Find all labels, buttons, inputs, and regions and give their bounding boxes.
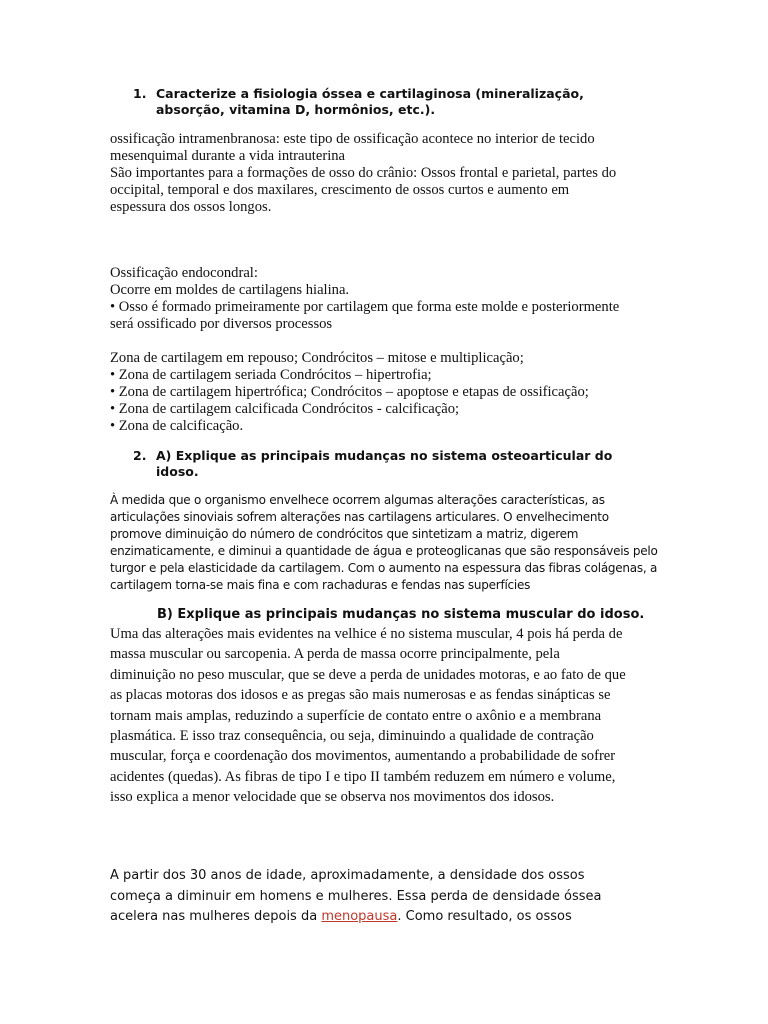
paragraph-intramembranous	[110, 131, 670, 216]
text-line: promove diminuição do número de condrócitos que sintetizam a matriz, digerem	[110, 527, 579, 541]
text-line: Ossificação endocondral:	[110, 265, 258, 281]
text-line: • Zona de calcificação.	[110, 418, 244, 434]
text-span: acelera nas mulheres depois da	[110, 909, 322, 924]
question-1-line-1: Caracterize a fisiologia óssea e cartilaginosa (mineralização,	[156, 86, 584, 101]
text-line: enzimaticamente, e diminui a quantidade de água e proteoglicanas que são responsáveis pelo	[110, 544, 658, 558]
question-2a-line-2: idoso.	[156, 464, 199, 479]
text-line: diminuição no peso muscular, que se deve a perda de unidades motoras, e ao fato de que	[110, 666, 626, 683]
text-line: mesenquimal durante a vida intrauterina	[110, 148, 346, 164]
text-line: Ocorre em moldes de cartilagens hialina.	[110, 282, 350, 298]
paragraph-muscular	[110, 624, 670, 808]
paragraph-bone-density	[110, 866, 670, 928]
question-1-number: 1.	[133, 86, 147, 101]
text-line: A partir dos 30 anos de idade, aproximadamente, a densidade dos ossos	[110, 868, 585, 883]
text-line: articulações sinoviais sofrem alterações nas cartilagens articulares. O envelhecimento	[110, 510, 609, 524]
text-line: começa a diminuir em homens e mulheres. Essa perda de densidade óssea	[110, 888, 602, 904]
menopausa-link[interactable]: menopausa	[321, 909, 398, 924]
text-line: as placas motoras dos idosos e as pregas são mais numerosas e as fendas sinápticas se	[110, 687, 611, 704]
paragraph-endochondral	[110, 265, 670, 333]
text-line: espessura dos ossos longos.	[110, 199, 272, 215]
text-line: tornam mais amplas, reduzindo a superfície de contato entre o axônio e a membrana	[110, 707, 602, 724]
text-line: será ossificado por diversos processos	[110, 316, 333, 332]
text-line: ossificação intramenbranosa: este tipo de ossificação acontece no interior de tecido	[110, 131, 595, 147]
text-line: muscular, força e coordenação dos movimentos, aumentando a probabilidade de sofrer	[110, 748, 616, 765]
text-line: • Osso é formado primeiramente por cartilagem que forma este molde e posteriormente	[110, 299, 620, 315]
text-line: • Zona de cartilagem seriada Condrócitos – hipertrofia;	[110, 367, 432, 383]
text-line: cartilagem torna-se mais fina e com rachaduras e fendas nas superfícies	[110, 578, 531, 592]
question-1-heading	[156, 86, 658, 118]
text-line-with-link	[110, 907, 670, 928]
text-line: • Zona de cartilagem hipertrófica; Condrócitos – apoptose e etapas de ossificação;	[110, 384, 589, 400]
text-line: massa muscular ou sarcopenia. A perda de massa ocorre principalmente, pela	[110, 646, 560, 663]
text-line: Zona de cartilagem em repouso; Condrócitos – mitose e multiplicação;	[110, 350, 524, 366]
question-2b-heading: B) Explique as principais mudanças no sistema muscular do idoso.	[157, 607, 645, 622]
text-line: turgor e pela elasticidade da cartilagem. Com o aumento na espessura das fibras colágenas, a	[110, 561, 658, 575]
paragraph-osteoarticular	[110, 492, 670, 594]
question-2-number: 2.	[133, 448, 147, 463]
text-line: São importantes para a formações de osso do crânio: Ossos frontal e parietal, partes do	[110, 165, 617, 181]
text-line: acidentes (quedas). As fibras de tipo I e tipo II também reduzem em número e volume,	[110, 768, 616, 785]
question-1-line-2: absorção, vitamina D, hormônios, etc.).	[156, 102, 436, 117]
text-span: . Como resultado, os ossos	[397, 909, 572, 924]
text-line: À medida que o organismo envelhece ocorrem algumas alterações características, as	[110, 493, 605, 507]
text-line: plasmática. E isso traz consequência, ou seja, diminuindo a qualidade de contração	[110, 728, 594, 745]
text-line: occipital, temporal e dos maxilares, crescimento de ossos curtos e aumento em	[110, 182, 570, 198]
question-2a-line-1: A) Explique as principais mudanças no sistema osteoarticular do	[156, 448, 613, 463]
question-2a-heading	[156, 448, 658, 480]
text-line: isso explica a menor velocidade que se observa nos movimentos dos idosos.	[110, 789, 555, 806]
text-line: • Zona de cartilagem calcificada Condrócitos - calcificação;	[110, 401, 460, 417]
text-line: Uma das alterações mais evidentes na velhice é no sistema muscular, 4 pois há perda de	[110, 626, 623, 642]
paragraph-cartilage-zones	[110, 350, 670, 435]
